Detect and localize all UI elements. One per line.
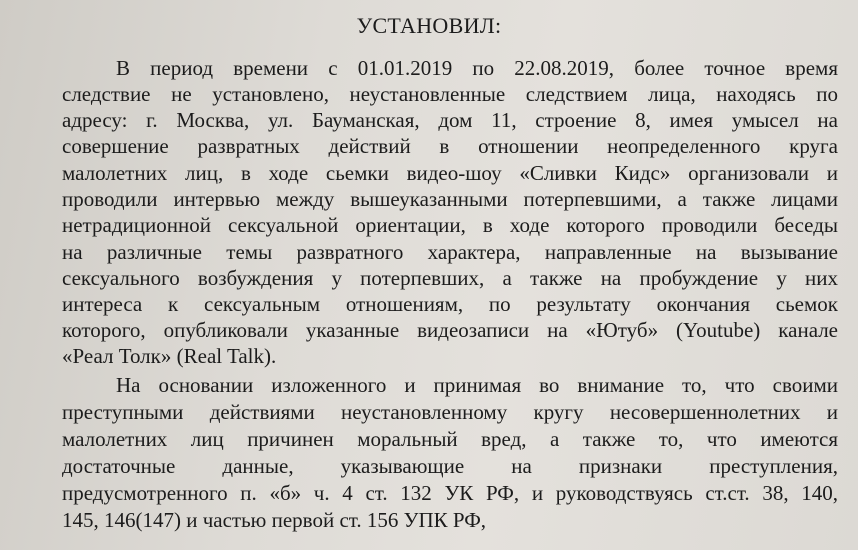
paragraph-2-line-5: предусмотренного п. «б» ч. 4 ст. 132 УК РФ, и руководствуясь ст.ст. 38, 140, (62, 481, 838, 505)
paragraph-1-line-1: В период времени с 01.01.2019 по 22.08.2019, более точное время (116, 56, 838, 80)
paragraph-1-line-5: малолетних лиц, в ходе сьемки видео-шоу «Сливки Кидс» организовали и (62, 161, 838, 185)
paragraph-2-line-4: достаточные данные, указывающие на признаки преступления, (62, 454, 838, 478)
paragraph-1-line-10: интереса к сексуальным отношениям, по результату окончания сьемок (62, 292, 838, 316)
paragraph-1-line-2: следствие не установлено, неустановленные следствием лица, находясь по (62, 82, 838, 106)
paragraph-2-line-3: малолетних лиц причинен моральный вред, а также то, что имеются (62, 427, 838, 451)
paragraph-1-line-4: совершение развратных действий в отношении неопределенного круга (62, 134, 838, 158)
paragraph-1-line-3: адресу: г. Москва, ул. Бауманская, дом 11, строение 8, имея умысел на (62, 108, 838, 132)
paragraph-1-line-11: которого, опубликовали указанные видеозаписи на «Ютуб» (Youtube) канале (62, 318, 838, 342)
paragraph-2-line-2: преступными действиями неустановленному кругу несовершеннолетних и (62, 400, 838, 424)
paragraph-1-line-8: на различные темы развратного характера, направленные на вызывание (62, 240, 838, 264)
paragraph-2-line-6: 145, 146(147) и частью первой ст. 156 УПК РФ, (62, 508, 487, 532)
paragraph-1-line-6: проводили интервью между вышеуказанными потерпевшими, а также лицами (62, 187, 838, 211)
paragraph-2-line-1: На основании изложенного и принимая во внимание то, что своими (116, 373, 838, 397)
paragraph-1-line-12: «Реал Толк» (Real Talk). (62, 344, 277, 368)
paragraph-1-line-7: нетрадиционной сексуальной ориентации, в ходе которого проводили беседы (62, 213, 838, 237)
paragraph-1-line-9: сексуального возбуждения у потерпевших, а также на пробуждение у них (62, 266, 838, 290)
document-heading: УСТАНОВИЛ: (356, 13, 502, 38)
